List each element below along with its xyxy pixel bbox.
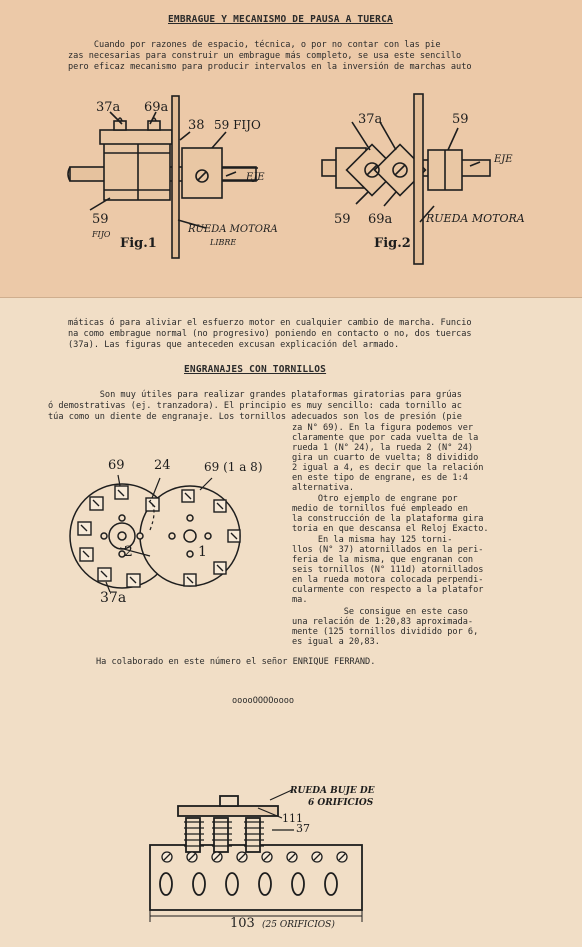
gear-label-69: 69 [108, 458, 125, 473]
section2-col-line: za N° 69). En la figura podemos ver [292, 423, 474, 433]
section2-intro-line: ó demostrativas (ej. tranzadora). El principio es muy sencillo: cada tornillo ac [48, 401, 462, 411]
section2-intro-line: túa como un diente de engranaje. Los tornillos adecuados son los de presión (pie [48, 412, 462, 422]
fig2-caption: Fig.2 [374, 236, 411, 251]
section1-cont-line: máticas ó para aliviar el esfuerzo motor en cualquier cambio de marcha. Funcio [68, 318, 472, 328]
fig2-label-rueda: RUEDA MOTORA [426, 212, 525, 225]
section2-col-line: cularmente con respecto a la platafor [292, 585, 484, 595]
section2-col-line: en la rueda motora colocada perpendi- [292, 575, 484, 585]
section2-col-line: Se consigue en este caso [292, 607, 468, 617]
gear-label-24: 24 [154, 458, 171, 473]
section2-col-line: toria en que descansa el Reloj Exacto. [292, 524, 489, 534]
fig2-label-eje: EJE [494, 154, 513, 165]
fig1-label-38: 38 [188, 118, 205, 133]
section2-col-line: gira un cuarto de vuelta; 8 dividido [292, 453, 479, 463]
gear-label-69-right: 69 (1 a 8) [204, 460, 263, 474]
section2-col-line: ma. [292, 595, 308, 605]
section2-title: ENGRANAJES CON TORNILLOS [184, 364, 327, 375]
gear-label-2: 2 [124, 544, 133, 560]
section1-intro-line: Cuando por razones de espacio, técnica, o por no contar con las pie [68, 40, 441, 50]
fig2-label-69a: 69a [368, 212, 393, 227]
fig1-label-59fijo: 59 FIJO [214, 118, 261, 132]
fig1-label-37a: 37a [96, 100, 121, 115]
section2-col-line: mente (125 tornillos dividido por 6, [292, 627, 479, 637]
section2-col-line: rueda 1 (N° 24), la rueda 2 (N° 24) [292, 443, 474, 453]
bottom-label-111: 111 [282, 812, 303, 825]
fig1-label-69a: 69a [144, 100, 169, 115]
section1-cont-line: (37a). Las figuras que anteceden excusan explicación del armado. [68, 340, 400, 350]
section2-col-line: feria de la misma, que engranan con [292, 555, 474, 565]
section2-col-line: llos (N° 37) atornillados en la peri- [292, 545, 484, 555]
fig1-label-eje: EJE [246, 172, 265, 183]
fig2-label-59: 59 [334, 212, 351, 227]
bottom-label-25: (25 ORIFICIOS) [262, 920, 335, 930]
section2-col-line: En la misma hay 125 torni- [292, 535, 453, 545]
fig1-label-59: 59 [92, 212, 109, 227]
section2-col-line: medio de tornillos fué empleado en [292, 504, 468, 514]
bottom-label-37: 37 [296, 822, 310, 835]
section2-col-line: alternativa. [292, 483, 355, 493]
section2-col-line: Otro ejemplo de engrane por [292, 494, 458, 504]
bottom-label-103: 103 [230, 916, 255, 931]
fig1-label-libre: LIBRE [210, 238, 237, 247]
fig1-label-rueda: RUEDA MOTORA [188, 224, 278, 235]
section1-title: EMBRAGUE Y MECANISMO DE PAUSA A TUERCA [168, 14, 393, 25]
section2-col-line: 2 igual a 4, es decir que la relación [292, 463, 484, 473]
section2-intro-line: Son muy útiles para realizar grandes plataformas giratorias para grúas [48, 390, 462, 400]
section2-col-line: la construcción de la plataforma gira [292, 514, 484, 524]
section2-col-line: en este tipo de engrane, es de 1:4 [292, 473, 468, 483]
separator: ooooOOOOoooo [232, 696, 295, 706]
bottom-label-rueda: RUEDA BUJE DE [290, 786, 375, 796]
section1-cont-line: na como embrague normal (no progresivo) poniendo en contacto o no, dos tuercas [68, 329, 472, 339]
fig2-label-37a: 37a [358, 112, 383, 127]
section1-intro-line: pero eficaz mecanismo para producir intervalos en la inversión de marchas auto [68, 62, 472, 72]
fig2-label-59-top: 59 [452, 112, 469, 127]
fig1-label-fijo: FIJO [92, 230, 111, 239]
section2-col-line: seis tornillos (N° 111d) atornillados [292, 565, 484, 575]
section2-col-line: es igual a 20,83. [292, 637, 380, 647]
section2-col-line: claramente que por cada vuelta de la [292, 433, 479, 443]
fig1-caption: Fig.1 [120, 236, 157, 251]
section2-col-line: una relación de 1:20,83 aproximada- [292, 617, 474, 627]
credit-line: Ha colaborado en este número el señor ENRIQUE FERRAND. [96, 657, 376, 667]
bottom-label-orificios: 6 ORIFICIOS [308, 798, 374, 808]
gear-label-37a: 37a [100, 590, 127, 606]
gear-label-1: 1 [198, 544, 207, 560]
section1-intro-line: zas necesarias para construir un embrague más completo, se usa este sencillo [68, 51, 462, 61]
